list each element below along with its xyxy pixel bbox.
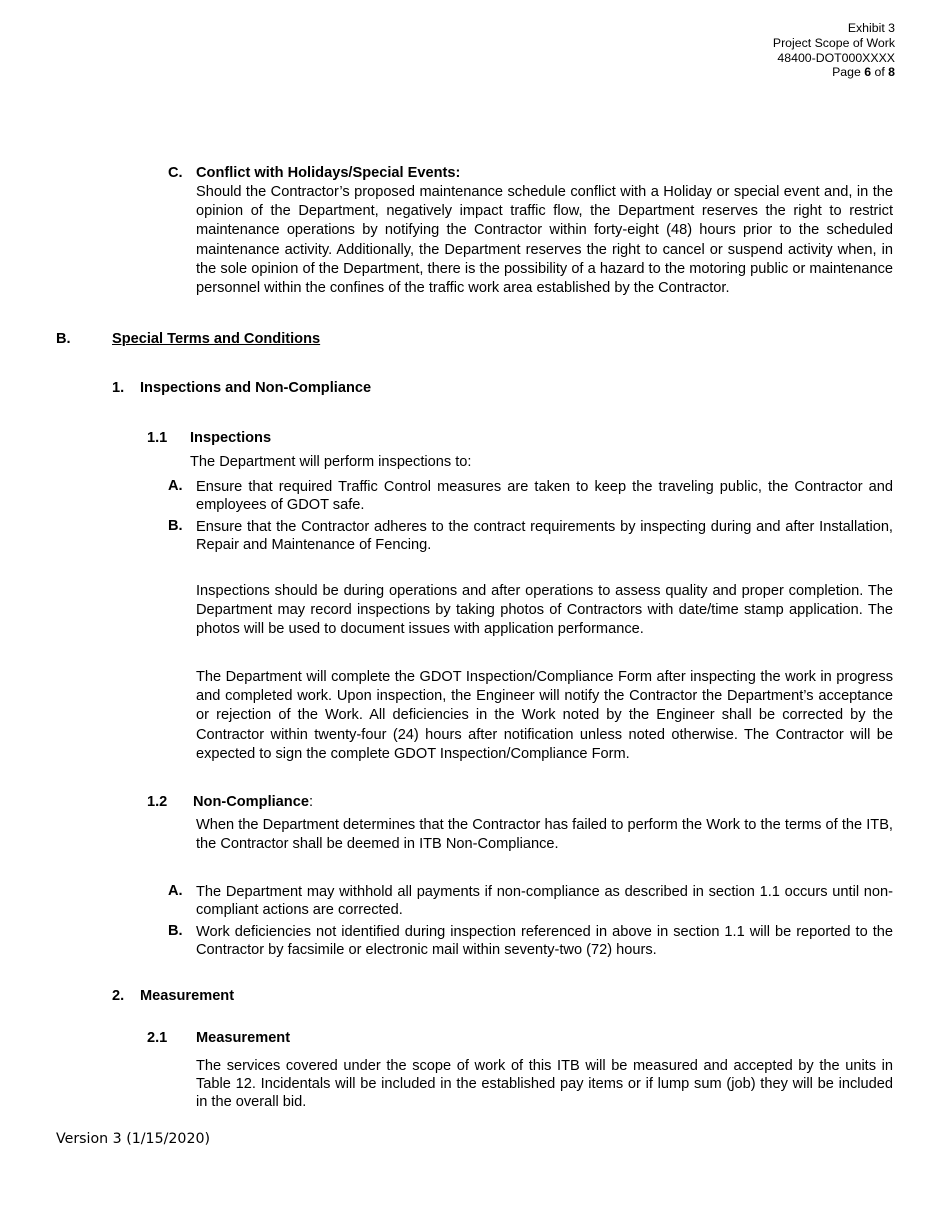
section-b-title: Special Terms and Conditions xyxy=(112,331,321,347)
document-title: Project Scope of Work xyxy=(772,35,895,50)
subsection-2-title: Measurement xyxy=(140,988,235,1004)
section-1-2-colon: : xyxy=(308,794,314,810)
section-1-2-number: 1.2 xyxy=(147,794,168,810)
section-c-title: Conflict with Holidays/Special Events: xyxy=(196,165,461,181)
section-1-1-intro: The Department will perform inspections to: xyxy=(190,454,472,470)
section-c-letter: C. xyxy=(168,165,183,181)
page-total: 8 xyxy=(888,65,895,80)
noncompliance-item-b-letter: B. xyxy=(168,923,183,939)
inspection-paragraph-1: Inspections should be during operations and after operations to assess quality and proper completion. The Department may record inspections by taking photos of Contractors with date/time stamp application. The photos will be used to document issues with application performance. xyxy=(196,583,893,638)
section-c-body: Should the Contractor’s proposed maintenance schedule conflict with a Holiday or special event and, in the opinion of the Department, negatively impact traffic flow, the Department reserves the right to restrict maintenance operations by notifying the Contractor within forty-eight (48) hours prior to the scheduled maintenance activity. Additionally, the Department reserves the right to cancel or suspend activity when, in the sole opinion of the Department, there is the possibility of a hazard to the motoring public or maintenance personnel within the confines of the traffic work area established by the Contractor. xyxy=(196,184,893,297)
section-1-2-title: Non-Compliance xyxy=(193,794,309,810)
noncompliance-item-b-text: Work deficiencies not identified during inspection referenced in above in section 1.1 will be reported to the Contractor by facsimile or electronic mail within seventy-two (72) hours. xyxy=(196,924,893,958)
subsection-2-number: 2. xyxy=(112,988,125,1004)
page-indicator xyxy=(495,65,895,80)
section-2-1-body: The services covered under the scope of work of this ITB will be measured and accepted by the units in Table 12. Incidentals will be included in the established pay items or if lump sum (job) they will be included in the overall bid. xyxy=(196,1058,893,1110)
exhibit-label: Exhibit 3 xyxy=(847,21,895,35)
inspection-item-b-text: Ensure that the Contractor adheres to the contract requirements by inspecting during and after Installation, Repair and Maintenance of Fencing. xyxy=(196,519,893,553)
page-header xyxy=(495,21,895,80)
section-1-1-number: 1.1 xyxy=(147,430,168,446)
inspection-item-a-text: Ensure that required Traffic Control measures are taken to keep the traveling public, the Contractor and employees of GDOT safe. xyxy=(196,479,893,513)
section-b-letter: B. xyxy=(56,331,71,347)
subsection-1-title: Inspections and Non-Compliance xyxy=(140,380,372,396)
inspection-paragraph-2: The Department will complete the GDOT Inspection/Compliance Form after inspecting the work in progress and completed work. Upon inspection, the Engineer will notify the Contractor the Department’s acceptance or rejection of the Work. All deficiencies in the Work noted by the Engineer shall be corrected by the Contractor within twenty-four (24) hours after notification unless noted otherwise. The Contractor will be expected to sign the complete GDOT Inspection/Compliance Form. xyxy=(196,669,893,762)
noncompliance-item-a-letter: A. xyxy=(168,883,183,899)
page-current: 6 xyxy=(864,65,872,80)
section-1-1-title: Inspections xyxy=(190,430,272,446)
page-separator: of xyxy=(871,65,889,80)
section-1-2-intro: When the Department determines that the Contractor has failed to perform the Work to the terms of the ITB, the Contractor shall be deemed in ITB Non-Compliance. xyxy=(196,817,893,853)
document-number: 48400-DOT000XXXX xyxy=(777,50,895,65)
inspection-item-a-letter: A. xyxy=(168,478,183,494)
inspection-item-b-letter: B. xyxy=(168,518,183,534)
section-1-2-heading xyxy=(193,794,313,810)
subsection-1-number: 1. xyxy=(112,380,125,396)
section-2-1-title: Measurement xyxy=(196,1030,291,1046)
section-2-1-number: 2.1 xyxy=(147,1030,168,1046)
page-prefix: Page xyxy=(832,65,865,80)
noncompliance-item-a-text: The Department may withhold all payments if non-compliance as described in section 1.1 occurs until non-compliant actions are corrected. xyxy=(196,884,893,918)
version-footer: Version 3 (1/15/2020) xyxy=(56,1131,211,1147)
